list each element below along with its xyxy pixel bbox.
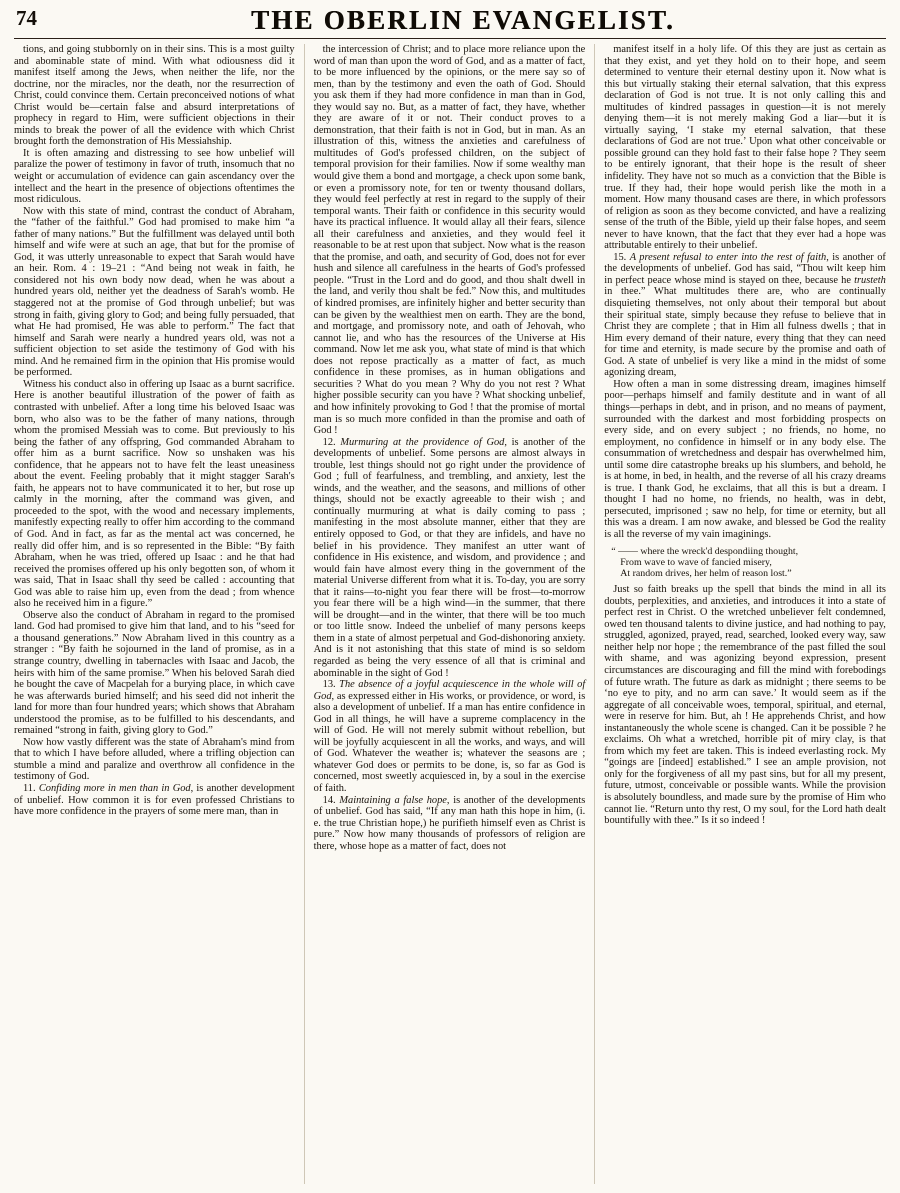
paragraph: Witness his conduct also in offering up Isaac as a burnt sacrifice. Here is another beautiful illustration of the power of faith as contrasted with unbelief. After a long time his beloved Isaac was born, who also was to be the father of many nations, through whom the promised Messiah was to come. But previously to his being the father of any offspring, God commanded Abraham to offer him as a burnt sacrifice. Now so unshaken was his confidence, that he appears not to have felt the least uneasiness about the event. Feeling probably that it might stagger Sarah's faith, he appears not to have communicated it to her, but rose up calmly in the morning, after the command was given, and proceeded to the spot, with the wood and necessary implements, manifestly expecting really to offer him according to the command of God. And in fact, as far as the mental act was concerned, he really did offer him, and is so represented in the Bible: “By faith Abraham, when he was tried, offered up Isaac : and he that had received the promises offered up his only begotten son, of whom it was said, That in Isaac shall thy seed be called : accounting that God was able to raise him up, even from the dead ; from whence also he received him in a figure.” bbox=[14, 378, 295, 610]
paragraph: tions, and going stubbornly on in their sins. This is a most guilty and abominable state of mind. With what odiousness did it manifest itself among the Jews, when neither the life, nor the doctrine, nor the miracles, nor the death, nor the resurrection of Christ, could convince them. Certain preconceived notions of what Christ would be—certain false and absurd interpretations of prophecy in regard to Him, were sufficient objections in their minds to break the power of all the evidence with which Christ brought forth the demonstration of His Messiahship. bbox=[14, 44, 295, 148]
masthead-rule bbox=[14, 38, 886, 39]
column-3 bbox=[595, 44, 886, 1184]
verse-line: —— where the wreck'd despondiing thought, bbox=[618, 545, 799, 557]
paragraph: 13. The absence of a joyful acquiescence in the whole will of God, as expressed either in His works, or providence, or word, is also a development of unbelief. If a man has entire confidence in God in all things, he will have a supreme complacency in the will of God. He will not merely submit without rebellion, but will be joyfully acquiescent in all the works, and ways, and will of God. Whatever the weather is; whatever the seasons are ; whatever God does or permits to be done, is, so far as God is concerned, most sweetly acquiesced in, by a soul in the exercise of faith. bbox=[313, 679, 586, 794]
column-1 bbox=[14, 44, 305, 1184]
text-columns bbox=[0, 44, 900, 1184]
paragraph: Just so faith breaks up the spell that binds the mind in all its doubts, perplexities, and anxieties, and introduces it into a state of perfect rest in Christ. O the wretched unbeliever felt condemned, owed ten thousand talents to divine justice, and had nothing to pay, struggled, agonized, prayed, read, searched, looked every way, saw neither help nor hope ; the remembrance of the past filled the soul with shame, and was agonizing beyond expression, present circumstances are discouraging and fill the mind with forebodings of future wrath. The future as dark as midnight ; there seems to be ‘no eye to pity, and no arm can save.’ It would seem as if the aggregate of all conceivable woes, temporal, spiritual, and eternal, were in reserve for him. But, ah ! He apprehends Christ, and how instantaneously the whole scene is changed. Can it be possible ? he exclaims. Oh what a wretched, horrible pit of miry clay, is that from which my feet are taken. This is indeed everlasting rock. My “goings are [indeed] established.” I see an ample provision, not only for the forgiveness of all my past sins, but for all my present, future, utmost, conceivable or possible wants. While the provision is absolutely boundless, and made sure by the promise of Him who cannot lie. “Return unto thy rest, O my soul, for the Lord hath dealt bountifully with thee.” Is it so indeed ! bbox=[604, 584, 886, 827]
paragraph: It is often amazing and distressing to see how unbelief will paralize the power of testimony in favor of truth, insomuch that no weight or accumulation of evidence can gain ascendancy over the intellect and the heart in the presence of objections oftentimes the most ridiculous. bbox=[14, 147, 295, 206]
verse-quote bbox=[604, 546, 886, 580]
verse-line: From wave to wave of fancied misery, bbox=[620, 556, 772, 568]
paragraph: 12. Murmuring at the providence of God, is another of the developments of unbelief. Some persons are almost always in trouble, lest things should not go right under the providence of God ; full of fearfulness, and trembling, and anxiety, lest the winds, and the weather, and the seasons, and millions of other things, should not be exactly agreeable to their wish ; and continually murmuring at what is daily coming to pass ; manifesting in the most absolute manner, either that they are entirely opposed to God, or that they are infidels, and have no belief in his providence. They manifest an utter want of confidence in His existence, and wisdom, and providence ; and would fain have almost every thing in the government of the material Universe different from what it is. To-day, you are sorry that it rains—to-night you fear there will be frost—to-morrow you fear there will be a high wind—in the summer, that there will be drought—and in the winter, that there will be too much or too little snow. Indeed the unbelief of many persons keeps them in a state of almost perpetual and God-dishonoring anxiety. And is it not astonishing that this state of mind is so seldom regarded as being the very essence of all that is criminal and abominable in the sight of God ! bbox=[313, 436, 586, 679]
paragraph: Now with this state of mind, contrast the conduct of Abraham, the “father of the faithful.” God had promised to make him “a father of many nations.” But the fulfillment was delayed until both himself and wife were at such an age, that but for the promise of God, it was utterly unreasonable to expect that Sarah would have an heir. Rom. 4 : 19–21 : “And being not weak in faith, he considered not his own body now dead, when he was about a hundred years old, neither yet the deadness of Sarah's womb. He staggered not at the promise of God through unbelief; but was strong in faith, giving glory to God; and being fully persuaded, that what He had promised, He was able to perform.” The fact that himself and Sarah were nearly a hundred years old, was not a sufficient objection to set aside the testimony of God with his mind. And he remained firm in the opinion that His promise would be performed. bbox=[14, 205, 295, 379]
paragraph: Observe also the conduct of Abraham in regard to the promised land. God had promised to give him that land, and to his “seed for a thousand generations.” Now Abraham lived in this country as a stranger : “By faith he sojourned in the land of promise, as in a strange country, dwelling in tabernacles with Isaac and Jacob, the heirs with him of the same promise.” When his beloved Sarah died he bought the cave of Macpelah for a burying place, in which cave he was afterwards buried himself; and his seed did not inherit the land for more than four hundred years; which shows that Abraham understood the promise, as to be fulfilled to his descendants, and remained “strong in faith, giving glory to God.” bbox=[14, 609, 295, 737]
paragraph: Now how vastly different was the state of Abraham's mind from that to which I have before alluded, where a trifling objection can stumble a mind and paralize and overthrow all confidence in the testimony of God. bbox=[14, 736, 295, 783]
column-2 bbox=[305, 44, 596, 1184]
masthead bbox=[0, 0, 900, 34]
paragraph: manifest itself in a holy life. Of this they are just as certain as that they exist, and yet they hold on to their hope, and seem determined to venture their eternal destiny upon it. Now what is this but virtually staking their eternal salvation, that this express declaration of God is not true. It is not only calling this and multitudes of kindred passages in question—it is not merely denying them—it is not merely making God a liar—but it is virtually saying, ‘I stake my eternal salvation, that these declarations of God are not true.’ Upon what other conceivable or possible ground can they hold fast to their false hope ? They seem to be entirely ignorant, that their hope is the result of sheer infidelity. They have not so much as a conviction that the Bible is true. If they had, their hope would perish like the moth in a moment. How many thousand cases are there, in which professors of religion as soon as they become convicted, and have a realizing sense of the truth of the Bible, yield up their false hopes, and seem never to have known, that the fact that they ever had a hope was attributable entirely to their unbelief. bbox=[604, 44, 886, 252]
publication-title: THE OBERLIN EVANGELIST. bbox=[251, 5, 675, 35]
verse-line: At random drives, her helm of reason lost.” bbox=[620, 567, 792, 579]
paragraph: 11. Confiding more in men than in God, is another development of unbelief. How common it is for even professed Christians to have more confidence in the prayers of some mere man, than in bbox=[14, 783, 295, 818]
paragraph: 15. A present refusal to enter into the rest of faith, is another of the developments of unbelief. God has said, “Thou wilt keep him in perfect peace whose mind is stayed on thee, because he trusteth in thee.” What multitudes there are, who are continually disquieting themselves, not only about their temporal but about their spiritual state, simply because they refuse to believe that in Christ they are complete ; that in Him all fulness dwells ; that in Him every demand of their nature, every thing that they can need for time and eternity, is made secure by the promise and oath of God. A state of unbelief is very like a mind in the midst of some agonizing dream, bbox=[604, 251, 886, 379]
page-number: 74 bbox=[16, 6, 37, 30]
paragraph: 14. Maintaining a false hope, is another of the developments of unbelief. God has said, “If any man hath this hope in him, (i. e. the true Christian hope,) he purifieth himself even as Christ is pure.” Now how many thousands of professors of religion are there, whose hope as a matter of fact, does not bbox=[313, 794, 586, 852]
verse-open-quote: “ bbox=[611, 545, 619, 557]
paragraph: How often a man in some distressing dream, imagines himself poor—perhaps himself and family destitute and in want of all things—perhaps in debt, and in prison, and no means of payment, surrounded with the darkest and most forbidding prospects on every side, and on every subject ; no friends, no home, no employment, no confidence in himself or in any body else. The consummation of wretchedness and despair has overwhelmed him, until some dire catastrophe breaks up his slumbers, and behold, he is at home, in bed, in health, and the reverse of all his crazy dreams is true. I thank God, he exclaims, that all this is but a dream. I thought I had no home, no friends, no health, was in debt, persecuted, imprisoned ; saw no help, for time or eternity, but all this was a dream. I am now awake, and blessed be God the reality is all the reverse of my vain imaginings. bbox=[604, 378, 886, 540]
paragraph: the intercession of Christ; and to place more reliance upon the word of man than upon the word of God, and as a matter of fact, to be more influenced by the opinions, or the mere say so of men, than by the testimony and even the oath of God. Should you ask them if they had more confidence in man than in God, they would say no. But, as a matter of fact, they have, whether they are aware of it or not. Their conduct proves to a demonstration, that their faith is not in God, but in man. As an illustration of this, witness the anxieties and carefulness of multitudes of God's professed children, on the subject of temporal provision for their families. Now if some wealthy man would give them a bond and mortgage, a check upon some bank, or even a promissory note, for ten or twenty thousand dollars, they would feel perfectly at rest in regard to the supply of their temporal wants. Their faith or confidence in this security would have its practical influence. It would allay all their fears, silence all their carefulness and anxieties, and they would feel it reasonable to be at rest upon that subject. Now what is the reason that the promise, and oath, and security of God, does not for ever hush and silence all carefulness in the hearts of God's professed people. “Trust in the Lord and do good, and thou shalt dwell in the land, and verily thou shalt be fed.” Now this, and multitudes of kindred promises, are infinitely higher and better security than can be given by the wealthiest men on earth. They are the bond, and mortgage, and promissory note, and oath of Jehovah, who cannot lie, and who has the resources of the Universe at His command. Now let me ask you, what state of mind is that which does not repose practically as a matter of fact, as much confidence in these promises, as in human obligations and securities ? What do you mean ? Why do you not rest ? What higher possible security can you have ? What shocking unbelief, and how infinitely provoking to God ! that the promise of mortal man is so much more confided in than the promise and oath of God ! bbox=[313, 44, 586, 437]
